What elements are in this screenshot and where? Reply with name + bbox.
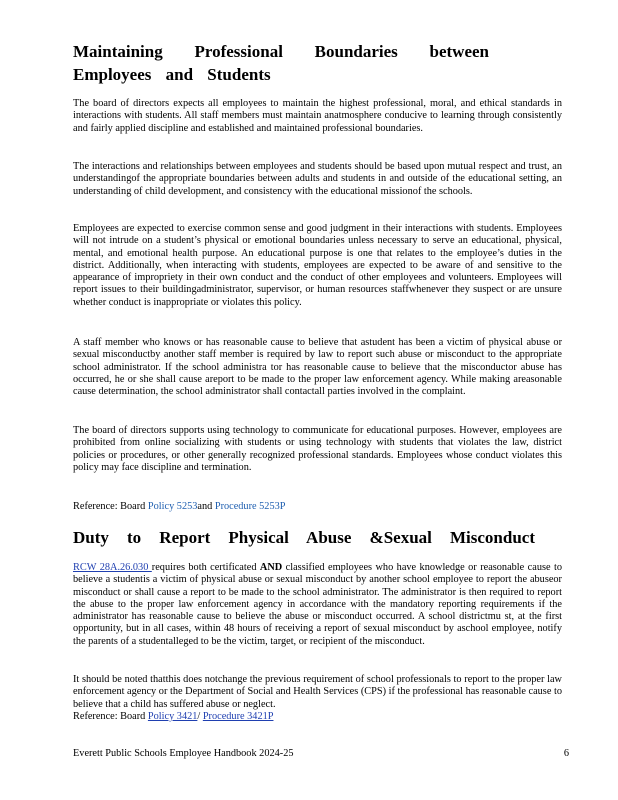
reference-prefix: Reference: Board	[73, 501, 148, 512]
policy-5253-link[interactable]: Policy 5253	[147, 501, 198, 512]
section-heading-boundaries-line1: Maintaining Professional Boundaries between	[73, 42, 489, 61]
procedure-3421p-link[interactable]: Procedure 3421P	[202, 710, 274, 722]
reference-line-5253	[73, 501, 562, 513]
reference-separator: /	[197, 710, 203, 722]
reference-and: and	[197, 501, 215, 512]
previous-requirement-text: It should be noted thatthis does notchange the previous requirement of school professionals to report to the proper law enforcement agency or the Department of Social and Health Services (CPS) if the professional has reasonable cause to believe that a child has suffered abuse or neglect.	[73, 674, 562, 710]
paragraph-rcw-requirement	[73, 562, 562, 648]
section-heading-duty-to-report: Duty to Report Physical Abuse &Sexual Misconduct	[73, 528, 535, 547]
section-heading-boundaries-line2: Employees and Students	[73, 65, 271, 84]
procedure-5253p-link[interactable]: Procedure 5253P	[214, 501, 286, 512]
reference-prefix-3421: Reference: Board	[73, 710, 148, 722]
rcw-text-b: classified employees who have knowledge or reasonable cause to believe a studentis a victim of physical abuse or sexual misconduct by another school employee to report the abuseor misconduct or shall cause a report to be made to the school administrator. The administrator is then required to report the abuse to the proper law enforcement agency in accordance with the mandatory reporting requirements if the administrator has reasonable cause to believe the abuse or misconduct occurred. A school districtmu st, at the first opportunity, but in all cases, within 48 hours of receiving a report of sexual misconduct by aschool employee, notify the parents of a studentalleged to be the victim, target, or recipient of the misconduct.	[73, 562, 563, 647]
paragraph-professional-standards: The board of directors expects all employees to maintain the highest professional, moral, and ethical standards in interactions with students. All staff members must maintain anatmosphere conducive to learning through consistently and fairly applied discipline and established and maintained professional boundaries.	[73, 98, 562, 134]
rcw-28a-26-030-link[interactable]: RCW 28A.26.030	[73, 562, 152, 573]
paragraph-staff-reporting: A staff member who knows or has reasonable cause to believe that astudent has been a victim of physical abuse or sexual misconductby another staff member is required by law to report such abuse or misconduct to the appropriate school administrator. If the school administra tor has reasonable cause to believe that the misconductor abuse has occurred, he or she shall cause areport to be made to the proper law enforcement agency. While making areasonable cause determination, the school administrator shall contactall parties involved in the complaint.	[73, 337, 562, 398]
rcw-text-a: requires both certificated	[151, 562, 260, 573]
paragraph-technology-use: The board of directors supports using technology to communicate for educational purposes. However, employees are prohibited from online socializing with students or using technology with students that violates the law, district policies or procedures, or other generally recognized professional standards. Employees whose conduct violates this policy may face discipline and termination.	[73, 425, 562, 473]
footer-page-number: 6	[563, 748, 569, 759]
rcw-text-and: AND	[259, 562, 283, 573]
paragraph-previous-requirement	[73, 674, 562, 723]
policy-3421-link[interactable]: Policy 3421	[147, 710, 198, 722]
paragraph-interactions-relationships: The interactions and relationships between employees and students should be based upon mutual respect and trust, an understandingof the appropriate boundaries between adults and students in and outside of the educational setting, an understanding of child development, and consistency with the educational missionof the schools.	[73, 161, 562, 197]
paragraph-common-sense-judgment: Employees are expected to exercise common sense and good judgment in their interactions with students. Employees will not intrude on a student’s physical or emotional boundaries unless necessary to serve an educational, physical, mental, and emotional health purpose. An educational purpose is one that relates to the employee’s duties in the district. Additionally, when interacting with students, employees are expected to be aware of and sensitive to the appearance of impropriety in their own conduct and the conduct of other employees and volunteers. Employees will report issues to their buildingadministrator, supervisor, or human resources staffwhenever they suspect or are unsure whether conduct is inappropriate or violates this policy.	[73, 223, 562, 308]
footer-handbook-title: Everett Public Schools Employee Handbook 2024-25	[73, 748, 294, 759]
